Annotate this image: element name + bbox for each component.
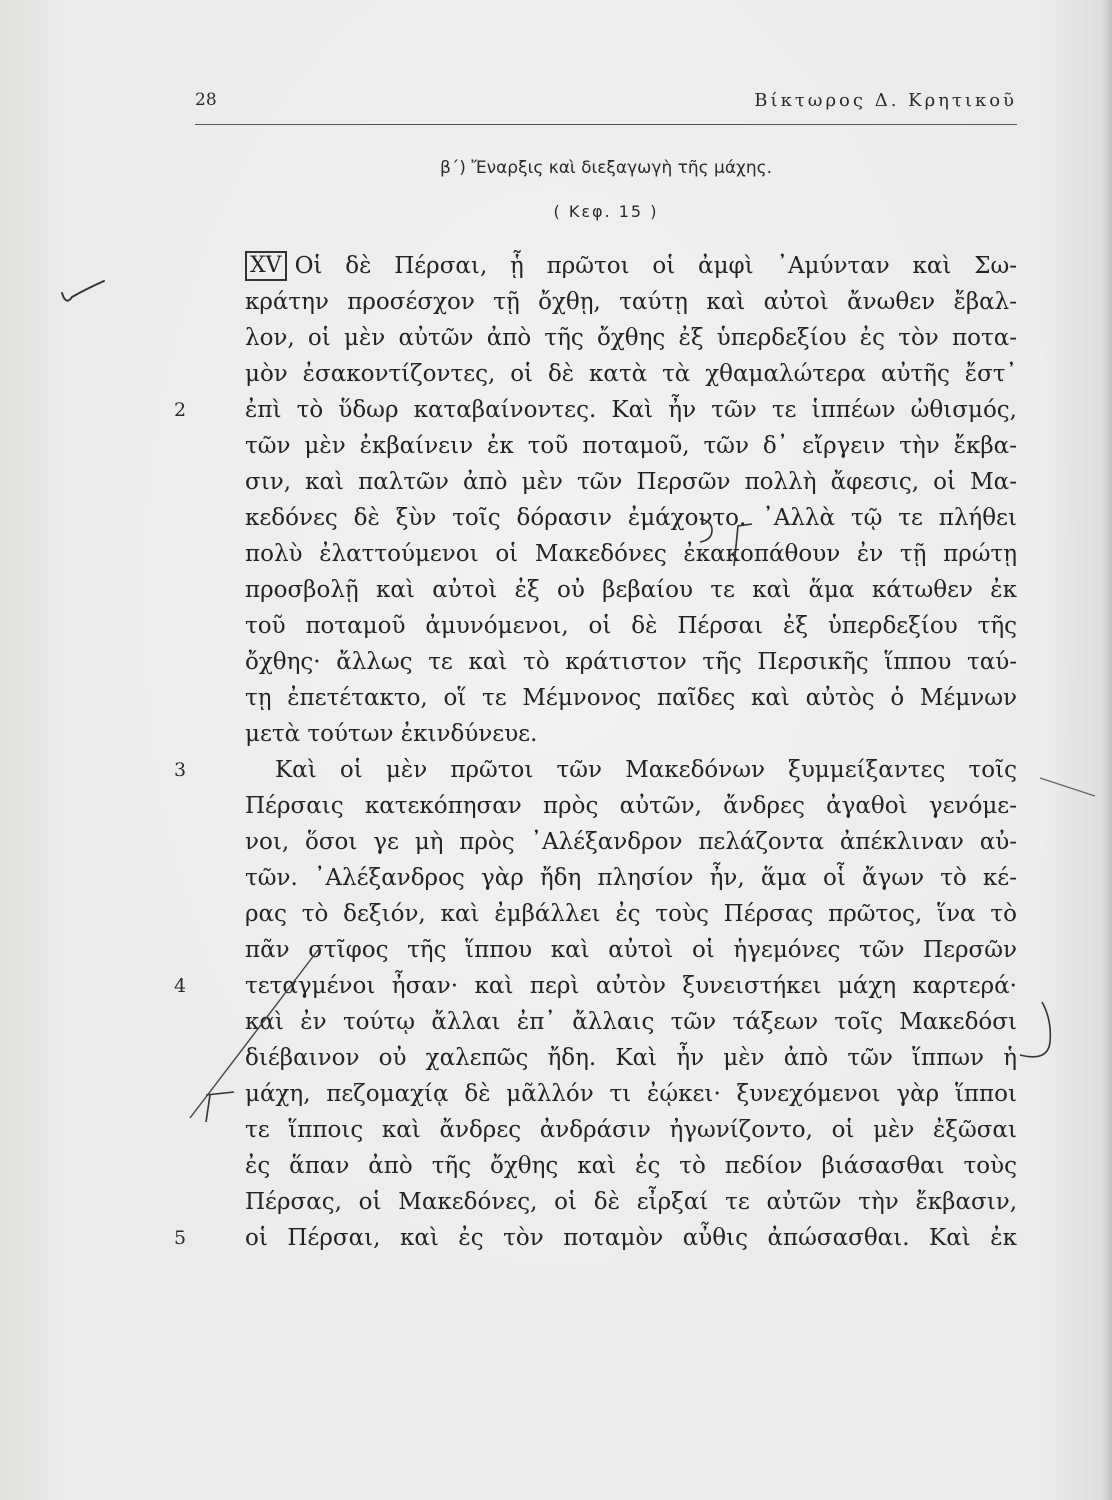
text-line: Πέρσας, οἱ Μακεδόνες, οἱ δὲ εἶρξαί τε αὐτῶν τὴν ἔκβασιν, xyxy=(245,1189,1017,1215)
text-line: ἐς ἅπαν ἀπὸ τῆς ὄχθης καὶ ἐς τὸ πεδίον βιάσασθαι τοὺς xyxy=(245,1153,1017,1179)
text-line: τῃ ἐπετέτακτο, οἵ τε Μέμνονος παῖδες καὶ αὐτὸς ὁ Μέμνων xyxy=(245,685,1017,711)
text-line: ἐπὶ τὸ ὕδωρ καταβαίνοντες. Καὶ ἦν τῶν τε ἱππέων ὠθισμός, xyxy=(245,397,1017,423)
checkmark-annotation xyxy=(62,281,104,301)
text-line: τῶν. ᾿Αλέξανδρος γὰρ ἤδη πλησίον ἦν, ἅμα οἷ ἄγων τὸ κέ- xyxy=(245,865,1017,891)
text-line: τεταγμένοι ἦσαν· καὶ περὶ αὐτὸν ξυνειστήκει μάχη καρτερά· xyxy=(245,973,1017,999)
text-line: μάχη, πεζομαχίᾳ δὲ μᾶλλόν τι ἐῴκει· ξυνεχόμενοι γὰρ ἵπποι xyxy=(245,1081,1017,1107)
text-line: καὶ ἐν τούτῳ ἄλλαι ἐπ᾿ ἄλλαις τῶν τάξεων τοῖς Μακεδόσι xyxy=(245,1009,1017,1035)
running-head: Βίκτωρος Δ. Κρητικοῦ xyxy=(754,90,1017,111)
chapter-marker: XV xyxy=(245,251,287,281)
text-line: πᾶν στῖφος τῆς ἵππου καὶ αὐτοὶ οἱ ἡγεμόνες τῶν Περσῶν xyxy=(245,937,1017,963)
text-line: μετὰ τούτων ἐκινδύνευε. xyxy=(245,721,538,747)
text-line: σιν, καὶ παλτῶν ἀπὸ μὲν τῶν Περσῶν πολλὴ ἄφεσις, οἱ Μα- xyxy=(245,469,1017,495)
page-header xyxy=(195,90,1017,120)
text-line-content: Οἱ δὲ Πέρσαι, ᾗ πρῶτοι οἱ ἀμφὶ ᾿Αμύνταν καὶ Σω- xyxy=(294,253,1017,279)
text-line: μὸν ἐσακοντίζοντες, οἱ δὲ κατὰ τὰ χθαμαλώτερα αὐτῆς ἔστ᾿ xyxy=(245,361,1017,387)
margin-number: 2 xyxy=(174,399,187,421)
text-line: ρας τὸ δεξιόν, καὶ ἐμβάλλει ἐς τοὺς Πέρσας πρῶτος, ἵνα τὸ xyxy=(245,901,1017,927)
text-line: ὄχθης· ἄλλως τε καὶ τὸ κράτιστον τῆς Περσικῆς ἵππου ταύ- xyxy=(245,649,1017,675)
header-rule xyxy=(195,124,1017,125)
text-line: προσβολῇ καὶ αὐτοὶ ἐξ οὐ βεβαίου τε καὶ ἅμα κάτωθεν ἐκ xyxy=(245,577,1017,603)
text-line: διέβαινον οὐ χαλεπῶς ἤδη. Καὶ ἦν μὲν ἀπὸ τῶν ἵππων ἡ xyxy=(245,1045,1017,1071)
pencil-bracket-mark xyxy=(1020,1002,1050,1057)
section-title: β΄) Ἔναρξις καὶ διεξαγωγὴ τῆς μάχης. xyxy=(439,158,773,178)
text-line: τε ἵπποις καὶ ἄνδρες ἀνδράσιν ἠγωνίζοντο, οἱ μὲν ἐξῶσαι xyxy=(245,1117,1017,1143)
pencil-bracket-mark xyxy=(206,1092,234,1122)
pencil-stroke xyxy=(1040,778,1095,796)
text-line: Πέρσαις κατεκόπησαν πρὸς αὐτῶν, ἄνδρες ἀγαθοὶ γενόμε- xyxy=(245,793,1017,819)
text-line: Καὶ οἱ μὲν πρῶτοι τῶν Μακεδόνων ξυμμείξαντες τοῖς xyxy=(275,757,1017,783)
text-line: λον, οἱ μὲν αὐτῶν ἀπὸ τῆς ὄχθης ἐξ ὑπερδεξίου ἐς τὸν ποτα- xyxy=(245,325,1017,351)
text-line: πολὺ ἐλαττούμενοι οἱ Μακεδόνες ἐκακοπάθουν ἐν τῇ πρώτῃ xyxy=(245,541,1017,567)
text-line: νοι, ὅσοι γε μὴ πρὸς ᾿Αλέξανδρον πελάζοντα ἀπέκλιναν αὐ- xyxy=(245,829,1017,855)
text-line xyxy=(245,248,1017,284)
text-line: τοῦ ποταμοῦ ἀμυνόμενοι, οἱ δὲ Πέρσαι ἐξ ὑπερδεξίου τῆς xyxy=(245,613,1017,639)
text-line: τῶν μὲν ἐκβαίνειν ἐκ τοῦ ποταμοῦ, τῶν δ᾿ εἴργειν τὴν ἔκβα- xyxy=(245,433,1017,459)
page-number: 28 xyxy=(195,90,217,110)
page-edge-shadow xyxy=(1102,0,1112,1500)
margin-number: 3 xyxy=(174,759,187,781)
chapter-reference: ( Κεφ. 15 ) xyxy=(553,202,659,221)
text-line: οἱ Πέρσαι, καὶ ἐς τὸν ποταμὸν αὖθις ἀπώσασθαι. Καὶ ἐκ xyxy=(245,1225,1017,1251)
margin-number: 5 xyxy=(174,1227,187,1249)
text-line: κεδόνες δὲ ξὺν τοῖς δόρασιν ἐμάχοντο. ᾿Αλλὰ τῷ τε πλήθει xyxy=(245,505,1017,531)
text-line: κράτην προσέσχον τῇ ὄχθῃ, ταύτῃ καὶ αὐτοὶ ἄνωθεν ἔβαλ- xyxy=(245,289,1017,315)
margin-number: 4 xyxy=(174,975,187,997)
